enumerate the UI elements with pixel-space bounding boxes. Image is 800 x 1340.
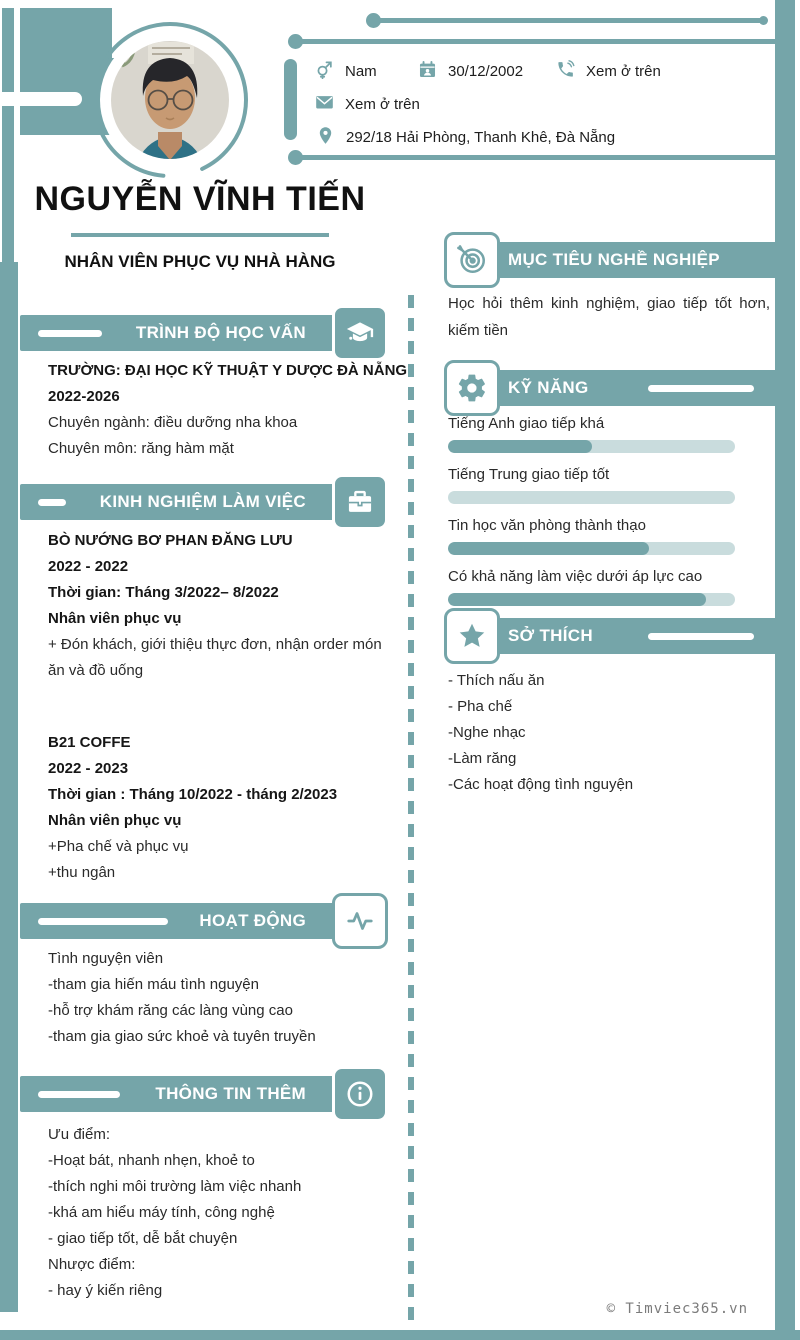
- specialty: Chuyên môn: răng hàm mặt: [48, 440, 234, 457]
- skill-item: [448, 412, 735, 453]
- top-line-1-right-dot: [759, 16, 768, 25]
- white-pill-accent: [0, 92, 82, 106]
- education-content: [48, 358, 408, 462]
- left-border-strip: [0, 262, 18, 1312]
- skill-bar-fill: [448, 542, 649, 555]
- education-title: TRÌNH ĐỘ HỌC VẤN: [135, 323, 306, 342]
- skill-label: Tiếng Trung giao tiếp tốt: [448, 466, 610, 483]
- experience-title: KINH NGHIỆM LÀM VIỆC: [99, 492, 306, 511]
- hobby-item: - Thích nấu ăn: [448, 672, 545, 689]
- experience-content: [48, 528, 386, 886]
- activity-line: Tình nguyện viên: [48, 950, 164, 967]
- job1-duty: + Đón khách, giới thiệu thực đơn, nhận order món ăn và đồ uống: [48, 636, 382, 679]
- job1-company: BÒ NƯỚNG BƠ PHAN ĐĂNG LƯU: [48, 532, 293, 549]
- contact-box-top-line: [296, 39, 780, 44]
- info-line: - hay ý kiến riêng: [48, 1282, 163, 1299]
- more-info-content: [48, 1122, 384, 1304]
- header-dash: [38, 918, 168, 925]
- header-dash: [38, 330, 102, 337]
- skill-bar-track: [448, 440, 735, 453]
- section-header-education: [20, 315, 380, 351]
- skill-bar-fill: [448, 440, 592, 453]
- school-years: 2022-2026: [48, 388, 120, 405]
- info-line: -thích nghi môi trường làm việc nhanh: [48, 1178, 302, 1195]
- profile-photo: [88, 14, 252, 190]
- contact-box-top-dot: [288, 34, 303, 49]
- skills-list: [448, 412, 735, 616]
- job2-years: 2022 - 2023: [48, 760, 129, 777]
- gear-icon: [444, 360, 500, 416]
- activity-line: -tham gia hiến máu tình nguyện: [48, 976, 259, 993]
- candidate-name: NGUYỄN VĨNH TIẾN: [34, 180, 366, 218]
- activities-content: [48, 946, 384, 1050]
- activity-line: -hỗ trợ khám răng các làng vùng cao: [48, 1002, 293, 1019]
- job2-company: B21 COFFE: [48, 734, 131, 751]
- job2-duty-2: +thu ngân: [48, 864, 116, 881]
- contact-dob: [418, 60, 523, 82]
- section-header-experience: [20, 484, 380, 520]
- skill-label: Tiếng Anh giao tiếp khá: [448, 415, 605, 432]
- contact-box-bottom-dot: [288, 150, 303, 165]
- skill-label: Tin học văn phòng thành thạo: [448, 517, 646, 534]
- hobby-item: -Làm răng: [448, 750, 517, 767]
- star-icon: [444, 608, 500, 664]
- target-icon: [444, 232, 500, 288]
- job2-duty-1: +Pha chế và phục vụ: [48, 838, 189, 855]
- location-pin-icon: [316, 126, 335, 149]
- section-header-more-info: [20, 1076, 380, 1112]
- contact-phone: [556, 60, 661, 82]
- gender-icon: [315, 60, 334, 83]
- header-dash: [648, 633, 754, 640]
- skills-title: KỸ NĂNG: [508, 378, 589, 397]
- gender-value: Nam: [345, 62, 377, 80]
- header-dash: [38, 1091, 120, 1098]
- section-header-objective: [488, 242, 790, 278]
- hobbies-title: SỞ THÍCH: [508, 626, 593, 645]
- hobby-item: -Nghe nhạc: [448, 724, 526, 741]
- skill-item: [448, 463, 735, 504]
- contact-email: [315, 93, 420, 115]
- info-line: -Hoạt bát, nhanh nhẹn, khoẻ to: [48, 1152, 255, 1169]
- info-line: Nhược điểm:: [48, 1256, 136, 1273]
- identity-block: [15, 180, 385, 272]
- hobbies-content: [448, 668, 770, 798]
- skill-item: [448, 514, 735, 555]
- contact-box-bottom-line: [296, 155, 780, 160]
- contact-gender: [315, 60, 377, 82]
- info-line: - giao tiếp tốt, dễ bắt chuyện: [48, 1230, 238, 1247]
- left-top-strip: [2, 8, 14, 264]
- info-icon: [332, 1066, 388, 1122]
- skill-item: [448, 565, 735, 606]
- top-line-1-left-dot: [366, 13, 381, 28]
- candidate-job-title: NHÂN VIÊN PHỤC VỤ NHÀ HÀNG: [64, 252, 336, 271]
- skill-bar-track: [448, 491, 735, 504]
- bottom-border-bar: [0, 1330, 800, 1340]
- activity-line: -tham gia giao sức khoẻ và tuyên truyền: [48, 1028, 316, 1045]
- section-header-hobbies: [488, 618, 790, 654]
- objective-title: MỤC TIÊU NGHỀ NGHIỆP: [508, 250, 720, 269]
- section-header-activities: [20, 903, 380, 939]
- phone-value: Xem ở trên: [586, 62, 661, 80]
- hobby-item: -Các hoạt động tình nguyện: [448, 776, 634, 793]
- briefcase-icon: [332, 474, 388, 530]
- phone-icon: [556, 60, 575, 83]
- objective-text: Học hỏi thêm kinh nghiệm, giao tiếp tốt hơn, kiếm tiền: [448, 295, 770, 339]
- name-divider: [71, 233, 329, 237]
- top-line-1: [374, 18, 766, 23]
- header-dash: [38, 499, 66, 506]
- job1-role: Nhân viên phục vụ: [48, 610, 182, 627]
- job2-role: Nhân viên phục vụ: [48, 812, 182, 829]
- email-value: Xem ở trên: [345, 95, 420, 113]
- info-line: Ưu điểm:: [48, 1126, 110, 1143]
- graduation-cap-icon: [332, 305, 388, 361]
- major: Chuyên ngành: điều dưỡng nha khoa: [48, 414, 298, 431]
- contact-address: [316, 126, 615, 148]
- skill-label: Có khả năng làm việc dưới áp lực cao: [448, 568, 703, 585]
- info-line: -khá am hiểu máy tính, công nghệ: [48, 1204, 275, 1221]
- pulse-icon: [332, 893, 388, 949]
- contact-accent-pill: [284, 59, 297, 140]
- right-border-strip: [775, 0, 795, 1340]
- header-dash: [648, 385, 754, 392]
- calendar-icon: [418, 60, 437, 83]
- job1-period: Thời gian: Tháng 3/2022– 8/2022: [48, 584, 279, 601]
- job1-years: 2022 - 2022: [48, 558, 129, 575]
- hobby-item: - Pha chế: [448, 698, 513, 715]
- activities-title: HOẠT ĐỘNG: [199, 911, 306, 930]
- more-info-title: THÔNG TIN THÊM: [155, 1084, 306, 1103]
- column-divider-dashed: [408, 295, 414, 1320]
- school-name: TRƯỜNG: ĐẠI HỌC KỸ THUẬT Y DƯỢC ĐÀ NẴNG: [48, 362, 408, 379]
- job2-period: Thời gian : Tháng 10/2022 - tháng 2/2023: [48, 786, 338, 803]
- skill-bar-track: [448, 542, 735, 555]
- address-value: 292/18 Hải Phòng, Thanh Khê, Đà Nẵng: [346, 128, 616, 146]
- skill-bar-track: [448, 593, 735, 606]
- dob-value: 30/12/2002: [448, 62, 524, 80]
- envelope-icon: [315, 93, 334, 116]
- watermark-copyright: © Timviec365.vn: [606, 1301, 748, 1317]
- skill-bar-fill: [448, 593, 706, 606]
- section-header-skills: [488, 370, 790, 406]
